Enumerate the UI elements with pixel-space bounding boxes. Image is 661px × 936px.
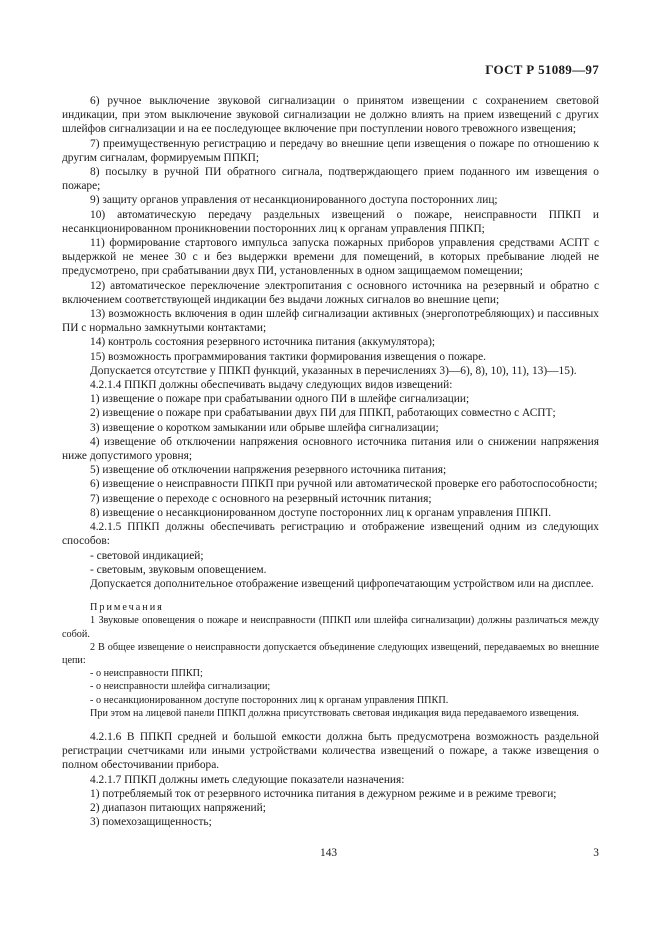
list-item: 12) автоматическое переключение электропитания с основного источника на резервный и обратно с включением соответствующей индикации без выдачи ложных сигналов во внешние цепи; — [62, 279, 599, 306]
paragraph: Допускается дополнительное отображение извещений цифропечатающим устройством или на дисплее. — [90, 577, 594, 590]
notes-title: Примечания — [90, 602, 164, 614]
list-item: 10) автоматическую передачу раздельных извещений о пожаре, неисправности ППКП и несанкционированном проникновении посторонних лиц к органам управления ППКП; — [62, 208, 599, 235]
document-body — [62, 94, 599, 829]
clause-heading: 4.2.1.7 ППКП должны иметь следующие показатели назначения: — [90, 773, 405, 786]
top-items — [62, 94, 599, 549]
note-dash: - о неисправности шлейфа сигнализации; — [90, 681, 271, 693]
note-dash: - о неисправности ППКП; — [90, 668, 203, 680]
clause-heading: 4.2.1.6 В ППКП средней и большой емкости должна быть предусмотрена возможность раздельной регистрации счетчиками или иными устройствами количества извещений о пожаре, а также извещения о полном обесточивании прибора. — [62, 730, 599, 772]
note-item: 1 Звуковые оповещения о пожаре и неисправности (ППКП или шлейфа сигнализации) должны различаться между собой. — [62, 615, 599, 640]
list-item: 8) извещение о несанкционированном доступе посторонних лиц к органам управления ППКП. — [90, 506, 552, 519]
list-item: 14) контроль состояния резервного источника питания (аккумулятора); — [90, 336, 436, 349]
list-item: 3) извещение о коротком замыкании или обрыве шлейфа сигнализации; — [90, 421, 439, 434]
list-item: 2) диапазон питающих напряжений; — [90, 801, 266, 814]
sheet-number: 3 — [593, 847, 599, 859]
bottom-items — [62, 730, 599, 829]
clause-heading: 4.2.1.4 ППКП должны обеспечивать выдачу следующих видов извещений: — [90, 379, 453, 392]
standard-header: ГОСТ Р 51089—97 — [485, 62, 599, 77]
note-closing: При этом на лицевой панели ППКП должна присутствовать световая индикация вида передаваемого извещения. — [90, 707, 579, 719]
list-item: 6) ручное выключение звуковой сигнализации о принятом извещении с сохранением световой индикации, при этом выключение звуковой сигнализации не должно влиять на прием извещений с других шлейфов сигнализации и на ее последующее включение при поступлении нового тревожного извещения; — [62, 95, 599, 136]
list-item: 9) защиту органов управления от несанкционированного доступа посторонних лиц; — [90, 194, 498, 207]
method-item: - световым, звуковым оповещением. — [90, 563, 267, 576]
list-item: 2) извещение о пожаре при срабатывании двух ПИ для ППКП, работающих совместно с АСПТ; — [90, 407, 556, 420]
paragraph: Допускается отсутствие у ППКП функций, указанных в перечислениях 3)—6), 8), 10), 11), 13)—15). — [90, 364, 577, 377]
list-item: 11) формирование стартового импульса запуска пожарных приборов управления средствами АСПТ с выдержкой не менее 30 с и без выдержки времени для помещений, в которых пребывание людей не предусмотрено, при срабатывании двух ПИ, установленных в одном защищаемом помещении; — [62, 237, 599, 278]
list-item: 7) извещение о переходе с основного на резервный источник питания; — [90, 492, 432, 505]
list-item: 4) извещение об отключении напряжения основного источника питания или о снижении напряжения ниже допустимого уровня; — [62, 435, 599, 463]
list-item: 7) преимущественную регистрацию и передачу во внешние цепи извещения о пожаре по отношению к другим сигналам, формируемым ППКП; — [62, 137, 599, 164]
note-dash: - о несанкционированном доступе посторонних лиц к органам управления ППКП. — [90, 694, 449, 706]
method-item: - световой индикацией; — [90, 549, 204, 562]
list-item: 6) извещение о неисправности ППКП при ручной или автоматической проверке его работоспособности; — [90, 478, 598, 491]
list-item: 3) помехозащищенность; — [90, 816, 212, 829]
list-item: 1) потребляемый ток от резервного источника питания в дежурном режиме и в режиме тревоги; — [90, 787, 557, 800]
methods-list — [62, 549, 599, 577]
note-item: 2 В общее извещение о неисправности допускается объединение следующих извещений, передаваемых во внешние цепи: — [62, 641, 599, 666]
clause-heading: 4.2.1.5 ППКП должны обеспечивать регистрацию и отображение извещений одним из следующих способов: — [62, 521, 599, 548]
list-item: 8) посылку в ручной ПИ обратного сигнала, подтверждающего прием поданного им извещения о пожаре; — [62, 166, 599, 193]
list-item: 13) возможность включения в один шлейф сигнализации активных (энергопотребляющих) и пассивных ПИ с нормально замкнутыми контактами; — [62, 308, 599, 335]
list-item: 1) извещение о пожаре при срабатывании одного ПИ в шлейфе сигнализации; — [90, 393, 470, 406]
list-item: 15) возможность программирования тактики формирования извещения о пожаре. — [90, 350, 486, 363]
notes-block — [62, 601, 599, 720]
page-number: 143 — [320, 847, 338, 859]
list-item: 5) извещение об отключении напряжения резервного источника питания; — [90, 464, 447, 477]
